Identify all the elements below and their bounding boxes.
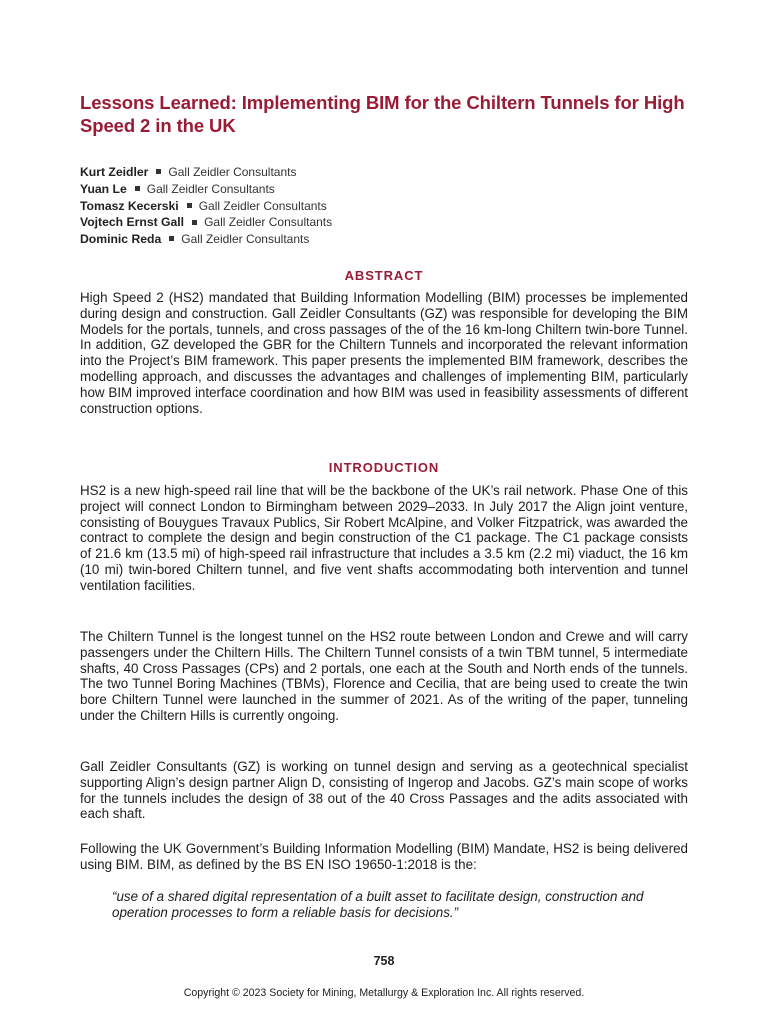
author-affiliation: Gall Zeidler Consultants — [146, 181, 275, 196]
author-list — [80, 164, 688, 248]
author-entry — [80, 214, 688, 231]
author-name: Kurt Zeidler — [80, 165, 149, 179]
intro-paragraph-2: The Chiltern Tunnel is the longest tunnel on the HS2 route between London and Crewe and will carry passengers under the Chiltern Hills. The Chiltern Tunnel consists of a twin TBM tunnel, 5 intermediate shafts, 40 Cross Passages (CPs) and 2 portals, one each at the South and North ends of the tunnels. The two Tunnel Boring Machines (TBMs), Florence and Cecilia, that are being used to create the twin bore Chiltern Tunnel were launched in the summer of 2021. As of the writing of the paper, tunneling under the Chiltern Hills is currently ongoing. — [80, 629, 688, 723]
abstract-text: High Speed 2 (HS2) mandated that Building Information Modelling (BIM) processes be implemented during design and construction. Gall Zeidler Consultants (GZ) was responsible for developing the BIM Models for the portals, tunnels, and cross passages of the of the 16 km-long Chiltern twin-bore Tunnel. In addition, GZ developed the GBR for the Chiltern Tunnels and incorporated the relevant information into the Project’s BIM framework. This paper presents the implemented BIM framework, describes the modelling approach, and discusses the advantages and challenges of implementing BIM, particularly how BIM improved interface coordination and how BIM was used in feasibility assessments of different construction options. — [80, 290, 688, 416]
author-affiliation: Gall Zeidler Consultants — [181, 232, 310, 247]
paper-title: Lessons Learned: Implementing BIM for the Chiltern Tunnels for High Speed 2 in the UK — [80, 92, 685, 136]
author-name: Vojtech Ernst Gall — [80, 215, 185, 230]
intro-paragraph-1: HS2 is a new high-speed rail line that will be the backbone of the UK’s rail network. Phase One of this project will connect London to Birmingham between 2029–2033. In July 2017 the Align joint venture, consisting of Bouygues Travaux Publics, Sir Robert McAlpine, and Volker Fitzpatrick, was awarded the contract to complete the design and begin construction of the C1 package. The C1 package consists of 21.6 km (13.5 mi) of high-speed rail infrastructure that includes a 3.5 km (2.2 mi) viaduct, the 16 km (10 mi) twin-bored Chiltern tunnel, and five vent shafts accommodating both intervention and tunnel ventilation facilities. — [80, 483, 688, 593]
author-entry — [80, 164, 688, 181]
introduction-heading: INTRODUCTION — [328, 460, 440, 475]
paper-page — [80, 0, 688, 1024]
abstract-heading: ABSTRACT — [344, 268, 424, 283]
page-number: 758 — [373, 954, 395, 968]
author-name: Yuan Le — [80, 181, 127, 196]
separator-square-icon — [192, 220, 197, 225]
separator-square-icon — [187, 203, 192, 208]
author-name: Tomasz Kecerski — [80, 198, 179, 213]
author-affiliation: Gall Zeidler Consultants — [168, 165, 297, 179]
author-affiliation: Gall Zeidler Consultants — [204, 215, 333, 230]
author-affiliation: Gall Zeidler Consultants — [198, 198, 327, 213]
copyright-notice: Copyright © 2023 Society for Mining, Metallurgy & Exploration Inc. All rights reserved. — [183, 987, 585, 999]
separator-square-icon — [156, 169, 161, 174]
bim-definition-quote: “use of a shared digital representation of a built asset to facilitate design, construction and operation processes to form a reliable basis for decisions.” — [112, 889, 644, 920]
author-entry — [80, 198, 688, 215]
author-entry — [80, 181, 688, 198]
author-name: Dominic Reda — [80, 232, 162, 247]
author-entry — [80, 231, 688, 248]
intro-paragraph-4: Following the UK Government’s Building Information Modelling (BIM) Mandate, HS2 is being delivered using BIM. BIM, as defined by the BS EN ISO 19650-1:2018 is the: — [80, 841, 688, 872]
intro-paragraph-3: Gall Zeidler Consultants (GZ) is working on tunnel design and serving as a geotechnical specialist supporting Align’s design partner Align D, consisting of Ingerop and Jacobs. GZ’s main scope of works for the tunnels includes the design of 38 out of the 40 Cross Passages and the adits associated with each shaft. — [80, 759, 688, 822]
separator-square-icon — [135, 186, 140, 191]
separator-square-icon — [169, 236, 174, 241]
